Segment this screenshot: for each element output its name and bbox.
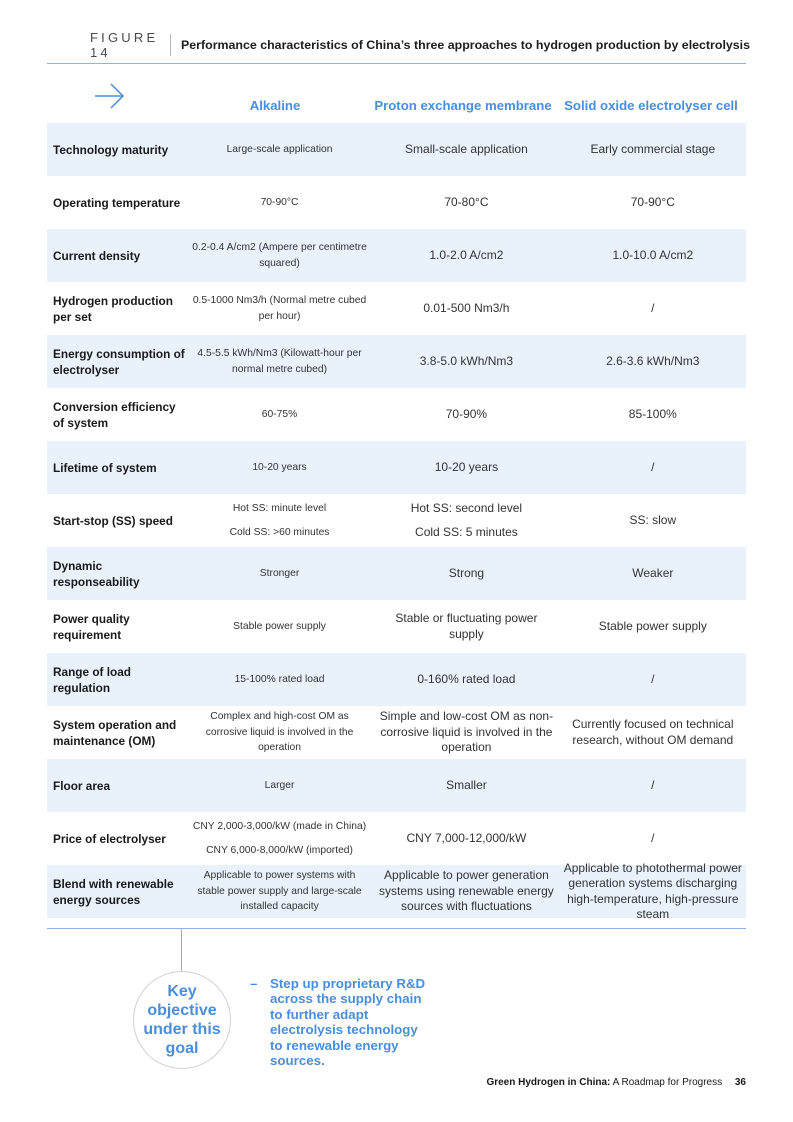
cell-alkaline (186, 282, 373, 335)
row-label: Operating temperature (53, 195, 181, 210)
row-label: Technology maturity (53, 142, 169, 157)
cell-pem (373, 123, 559, 176)
cell-text: CNY 2,000-3,000/kW (made in China) (192, 821, 367, 832)
cell-soec (560, 600, 746, 653)
cell-soec (560, 229, 746, 282)
page-footer (486, 1077, 746, 1088)
cell-text: 10-20 years (434, 459, 499, 474)
cell-text: Cold SS: >60 minutes (229, 526, 330, 538)
cell-text: 70-90% (445, 406, 488, 421)
column-header-soec: Solid oxide electrolyser cell (564, 98, 738, 113)
row-label: System operation and maintenance (OM) (53, 717, 177, 748)
table-row (47, 759, 746, 812)
cell-text: Stable power supply (598, 618, 707, 633)
cell-pem (373, 759, 559, 812)
cell-text: 0.01-500 Nm3/h (423, 300, 510, 315)
cell-text: CNY 6,000-8,000/kW (imported) (206, 844, 353, 856)
page-number: 36 (734, 1077, 746, 1088)
figure-label: FIGURE 14 (90, 30, 159, 60)
cell-text: Smaller (446, 777, 487, 792)
cell-pem (373, 865, 559, 918)
cell-text: 70-90°C (630, 194, 675, 209)
cell-soec (560, 706, 746, 759)
cell-text: 10-20 years (252, 461, 307, 473)
cell-soec (560, 860, 746, 921)
table-row (47, 282, 746, 335)
column-header-alkaline: Alkaline (249, 98, 301, 113)
cell-text: Simple and low-cost OM as non-corrosive liquid is involved in the operation (379, 709, 554, 755)
cell-text: 0-160% rated load (417, 671, 516, 686)
cell-text: / (651, 777, 655, 792)
cell-soec (560, 123, 746, 176)
cell-soec (560, 812, 746, 865)
header-divider (170, 34, 171, 56)
cell-alkaline (186, 865, 373, 918)
cell-pem (373, 653, 559, 706)
row-label: Blend with renewable energy sources (53, 876, 174, 907)
row-label: Hydrogen production per set (53, 293, 173, 324)
cell-text: 70-90°C (260, 196, 299, 208)
cell-pem (373, 229, 559, 282)
key-objective (250, 976, 430, 1068)
cell-pem (373, 176, 559, 229)
table-row (47, 335, 746, 388)
connector-line (181, 929, 182, 972)
cell-pem (373, 282, 559, 335)
cell-text: Early commercial stage (590, 141, 716, 156)
cell-text: Large-scale application (226, 143, 333, 155)
cell-alkaline (186, 123, 373, 176)
cell-text: Weaker (632, 565, 674, 580)
row-label: Lifetime of system (53, 460, 157, 475)
cell-alkaline (186, 335, 373, 388)
cell-pem (373, 335, 559, 388)
cell-alkaline (186, 759, 373, 812)
cell-text: 0.5-1000 Nm3/h (Normal metre cubed per hour) (192, 295, 367, 322)
table-row (47, 229, 746, 282)
figure-title: Performance characteristics of China’s three approaches to hydrogen production by electrolysis (181, 38, 750, 52)
column-header-pem: Proton exchange membrane (374, 98, 552, 113)
cell-alkaline (186, 547, 373, 600)
key-objective-circle (133, 971, 231, 1069)
cell-pem (373, 494, 559, 547)
cell-alkaline (186, 388, 373, 441)
row-label: Dynamic responseability (53, 558, 140, 589)
arrow-right-icon (94, 82, 126, 110)
row-label: Power quality requirement (53, 611, 130, 642)
cell-text: 60-75% (261, 408, 298, 420)
cell-pem (373, 600, 559, 653)
row-label: Range of load regulation (53, 664, 131, 695)
cell-alkaline (186, 176, 373, 229)
cell-text: 0.2-0.4 A/cm2 (Ampere per centimetre squared) (192, 242, 367, 269)
cell-text: Applicable to power systems with stable power supply and large-scale installed capacity (197, 870, 362, 913)
cell-pem (373, 812, 559, 865)
cell-text: Applicable to power generation systems using renewable energy sources with fluctuations (379, 868, 554, 914)
objective-dash: – (250, 976, 258, 991)
cell-alkaline (186, 441, 373, 494)
cell-soec (560, 335, 746, 388)
cell-text: CNY 7,000-12,000/kW (406, 830, 527, 845)
cell-soec (560, 388, 746, 441)
row-label: Current density (53, 248, 141, 263)
cell-text: Stronger (259, 567, 300, 579)
cell-soec (560, 547, 746, 600)
cell-text: Strong (448, 565, 485, 580)
cell-text: Applicable to photothermal power generation systems discharging high-temperature, high-pressure steam (563, 860, 742, 921)
table-row (47, 547, 746, 600)
comparison-table (47, 123, 746, 921)
cell-text: Complex and high-cost OM as corrosive liquid is involved in the operation (205, 711, 354, 754)
cell-pem (373, 706, 559, 759)
row-label: Energy consumption of electrolyser (53, 346, 185, 377)
row-label: Floor area (53, 778, 111, 793)
cell-text: Small-scale application (405, 141, 528, 156)
cell-text: 85-100% (628, 406, 677, 421)
key-objective-text: Step up proprietary R&D across the supply chain to further adapt electrolysis technology to renewable energy sources. (270, 976, 426, 1069)
table-row (47, 388, 746, 441)
table-row (47, 441, 746, 494)
cell-text: Hot SS: second level (410, 501, 523, 515)
table-row (47, 494, 746, 547)
key-objective-label: Key objective under this goal (143, 983, 221, 1057)
cell-soec (560, 494, 746, 547)
row-label: Price of electrolyser (53, 831, 166, 846)
bottom-rule (47, 928, 746, 929)
top-rule (47, 63, 746, 64)
cell-text: 1.0-2.0 A/cm2 (429, 247, 504, 262)
cell-text: / (651, 671, 655, 686)
row-label: Start-stop (SS) speed (53, 513, 173, 528)
table-row (47, 123, 746, 176)
table-row (47, 860, 746, 921)
cell-text: 2.6-3.6 kWh/Nm3 (606, 353, 700, 368)
table-row (47, 600, 746, 653)
cell-soec (560, 176, 746, 229)
table-row (47, 706, 746, 759)
cell-soec (560, 653, 746, 706)
cell-soec (560, 759, 746, 812)
cell-alkaline (186, 494, 373, 547)
figure-header (90, 30, 750, 60)
cell-alkaline (186, 600, 373, 653)
table-row (47, 176, 746, 229)
cell-text: Hot SS: minute level (232, 503, 327, 514)
table-row (47, 653, 746, 706)
cell-alkaline (186, 706, 373, 759)
cell-text: / (651, 300, 655, 315)
footer-title-bold: Green Hydrogen in China: (486, 1077, 611, 1088)
cell-pem (373, 441, 559, 494)
cell-soec (560, 441, 746, 494)
cell-alkaline (186, 812, 373, 865)
cell-text: 3.8-5.0 kWh/Nm3 (419, 353, 514, 368)
table-row (47, 812, 746, 865)
cell-text: Currently focused on technical research, without OM demand (572, 717, 734, 747)
cell-text: SS: slow (629, 512, 677, 527)
footer-title-rest: A Roadmap for Progress (612, 1077, 723, 1088)
cell-text: Cold SS: 5 minutes (415, 524, 518, 539)
row-label: Conversion efficiency of system (53, 399, 176, 430)
cell-alkaline (186, 229, 373, 282)
cell-alkaline (186, 653, 373, 706)
cell-text: Stable power supply (233, 620, 326, 632)
cell-text: 70-80°C (444, 194, 489, 209)
cell-text: 4.5-5.5 kWh/Nm3 (Kilowatt-hour per normal metre cubed) (197, 348, 362, 375)
cell-pem (373, 388, 559, 441)
cell-text: Larger (264, 779, 295, 791)
cell-pem (373, 547, 559, 600)
cell-text: Stable or fluctuating power supply (395, 611, 538, 641)
cell-text: / (651, 830, 655, 845)
cell-text: 15-100% rated load (234, 673, 325, 685)
cell-soec (560, 282, 746, 335)
cell-text: 1.0-10.0 A/cm2 (612, 247, 694, 262)
cell-text: / (651, 459, 655, 474)
